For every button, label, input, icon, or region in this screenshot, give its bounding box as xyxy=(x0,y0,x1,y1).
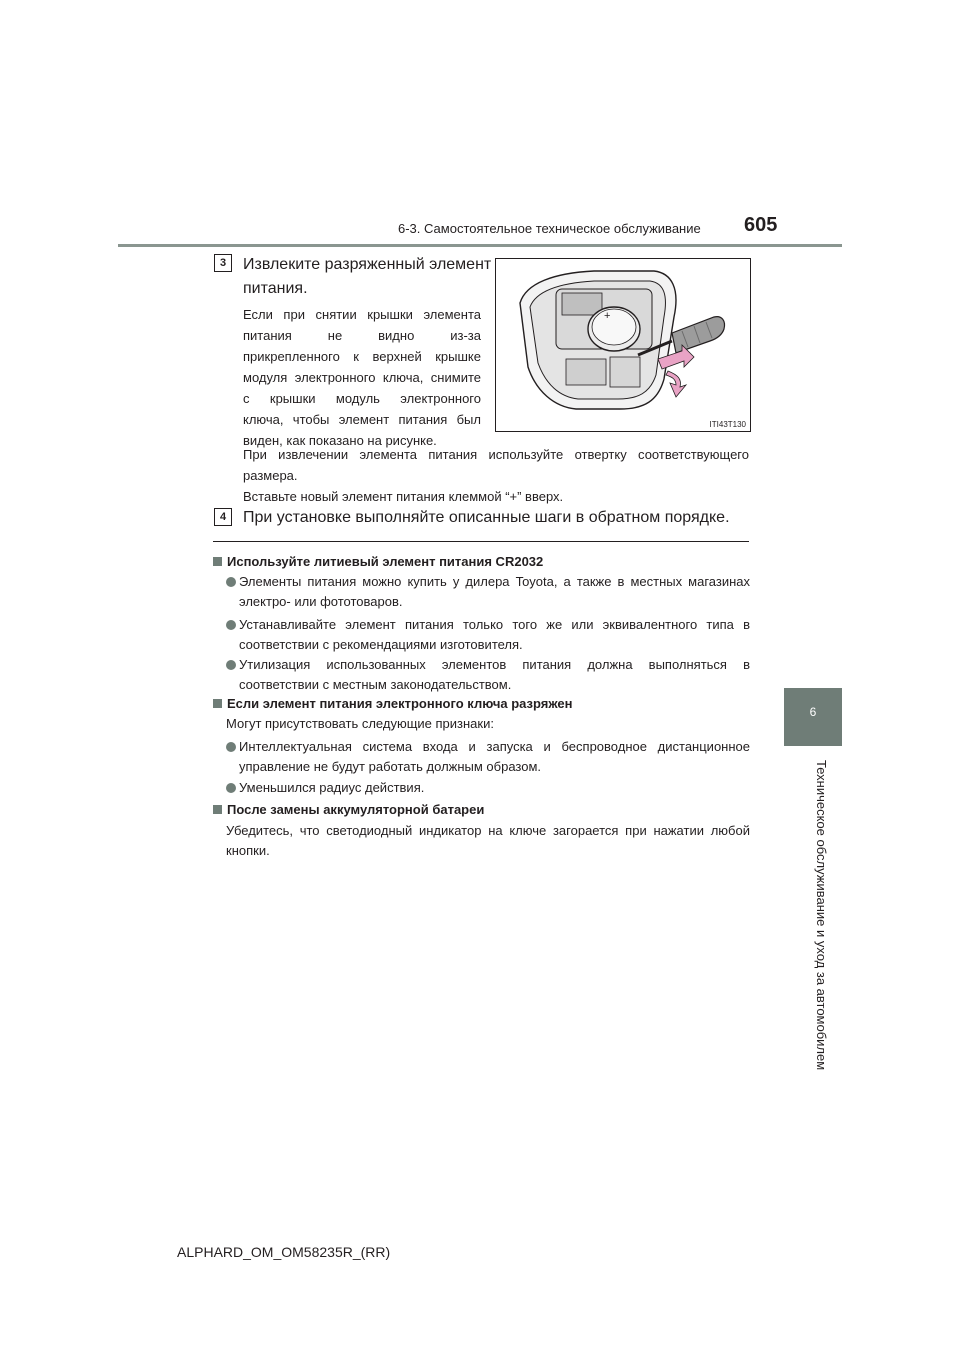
chapter-side-title-text: Техническое обслуживание и уход за автомобилем xyxy=(814,760,829,1071)
step-3-title-line-1: Извлеките разряженный элемент xyxy=(243,256,492,273)
page-number: 605 xyxy=(744,214,778,236)
step-3-note-line: питания не видно из-за xyxy=(243,328,481,343)
list-item xyxy=(226,655,750,695)
key-battery-illustration xyxy=(496,259,750,431)
figure-code: ITI43T130 xyxy=(709,420,746,429)
chapter-tab: 6 xyxy=(784,688,842,746)
round-bullet-icon xyxy=(226,660,236,670)
step-3-title-line-2: питания. xyxy=(243,280,308,297)
step-3-insert-text: Вставьте новый элемент питания клеммой “+” вверх. xyxy=(243,489,564,504)
note-heading-text: Используйте литиевый элемент питания CR2032 xyxy=(227,554,544,569)
round-bullet-icon xyxy=(226,620,236,630)
note-heading-battery-type xyxy=(213,553,543,571)
section-title: 6-3. Самостоятельное техническое обслуживание xyxy=(398,221,701,236)
square-bullet-icon xyxy=(213,805,222,814)
step-3-note-line: с крышки модуль электронного xyxy=(243,391,481,406)
list-item xyxy=(226,572,750,612)
header-divider xyxy=(118,244,842,247)
list-item-text: Устанавливайте элемент питания только того же или эквивалентного типа в xyxy=(239,617,750,632)
step-4-title: При установке выполняйте описанные шаги в обратном порядке. xyxy=(243,509,730,526)
symptoms-intro: Могут присутствовать следующие признаки: xyxy=(226,716,494,731)
list-item-text: Элементы питания можно купить у дилера Toyota, а также в местных магазинах xyxy=(239,574,750,589)
list-item-text: соответствии с местным законодательством. xyxy=(239,677,512,692)
note-heading-after-replacement xyxy=(213,801,484,819)
step-3-note-line: Если при снятии крышки элемента xyxy=(243,307,481,322)
list-item-text: соответствии с рекомендациями изготовителя. xyxy=(239,637,523,652)
note-heading-battery-low xyxy=(213,695,572,713)
battery-removal-figure xyxy=(495,258,751,432)
after-replacement-line-2: кнопки. xyxy=(226,843,270,858)
list-item-text: Уменьшился радиус действия. xyxy=(239,780,425,795)
step-3-note-line: виден, как показано на рисунке. xyxy=(243,433,437,448)
note-heading-text: После замены аккумуляторной батареи xyxy=(227,802,485,817)
round-bullet-icon xyxy=(226,577,236,587)
step-3-note-line: ключа, чтобы элемент питания был xyxy=(243,412,481,427)
list-item-text: электро- или фототоваров. xyxy=(239,594,403,609)
document-code: ALPHARD_OM_OM58235R_(RR) xyxy=(177,1244,391,1260)
section-divider xyxy=(213,541,749,542)
step-4-number: 4 xyxy=(214,508,232,526)
after-replacement-line-1: Убедитесь, что светодиодный индикатор на ключе загорается при нажатии любой xyxy=(226,823,750,838)
list-item xyxy=(226,615,750,655)
list-item-text: Интеллектуальная система входа и запуска и беспроводное дистанционное xyxy=(239,739,750,754)
step-3-number: 3 xyxy=(214,254,232,272)
list-item-text: Утилизация использованных элементов питания должна выполняться в xyxy=(239,657,750,672)
square-bullet-icon xyxy=(213,557,222,566)
list-item xyxy=(226,778,750,798)
battery-plus-mark: + xyxy=(604,310,611,322)
round-bullet-icon xyxy=(226,783,236,793)
note-heading-text: Если элемент питания электронного ключа разряжен xyxy=(227,696,573,711)
step-3-tool-line-1: При извлечении элемента питания используйте отвертку соответствующего xyxy=(243,447,749,462)
square-bullet-icon xyxy=(213,699,222,708)
list-item-text: управление не будут работать должным образом. xyxy=(239,759,542,774)
chapter-side-title xyxy=(813,760,833,1180)
step-3-tool-line-2: размера. xyxy=(243,468,298,483)
round-bullet-icon xyxy=(226,742,236,752)
step-3-note-line: модуля электронного ключа, снимите xyxy=(243,370,481,385)
list-item xyxy=(226,737,750,777)
step-3-note-line: прикрепленного к верхней крышке xyxy=(243,349,481,364)
